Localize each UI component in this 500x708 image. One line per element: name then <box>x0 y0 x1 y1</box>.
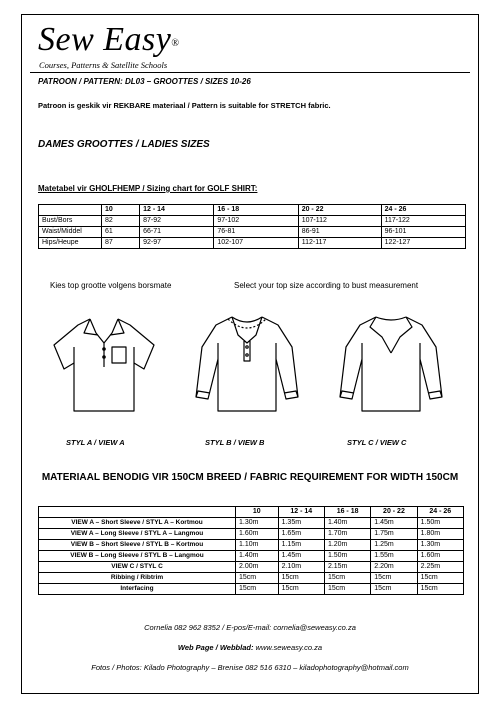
material-title: MATERIAAL BENODIG VIR 150CM BREED / FABRIC REQUIREMENT FOR WIDTH 150CM <box>41 472 459 483</box>
contact-line: Cornelia 082 962 8352 / E-pos/E-mail: cornelia@seweasy.co.za <box>144 623 356 632</box>
brand-tagline: Courses, Patterns & Satellite Schools <box>39 60 168 70</box>
header-divider <box>30 72 470 73</box>
table-row: Bust/Bors 82 87-92 97-102 107-112 117-122 <box>39 216 466 227</box>
sizing-chart-label: Matetabel vir GHOLFHEMP / Sizing chart for GOLF SHIRT: <box>38 184 258 193</box>
web-line <box>22 643 478 652</box>
table-row: VIEW C / STYL C 2.00m 2.10m 2.15m 2.20m 2.25m <box>39 562 464 573</box>
pattern-sheet <box>21 14 479 694</box>
brand-logo: Sew Easy® <box>38 21 180 58</box>
table-row: Ribbing / Ribtrim 15cm 15cm 15cm 15cm 15cm <box>39 573 464 584</box>
web-link[interactable]: www.seweasy.co.za <box>253 643 323 652</box>
select-note-english: Select your top size according to bust measurement <box>234 281 419 290</box>
view-a-label: STYL A / VIEW A <box>66 438 125 447</box>
photos-line: Fotos / Photos: Kilado Photography – Brenise 082 516 6310 – kiladophotography@hotmail.com <box>91 663 409 672</box>
ladies-sizes-title: DAMES GROOTTES / LADIES SIZES <box>38 139 210 150</box>
table-row: Hips/Heupe 87 92-97 102-107 112-117 122-127 <box>39 238 466 249</box>
select-note-afrikaans: Kies top grootte volgens borsmate <box>50 281 172 290</box>
view-c-label: STYL C / VIEW C <box>347 438 407 447</box>
view-b-label: STYL B / VIEW B <box>205 438 265 447</box>
pattern-line: PATROON / PATTERN: DL03 – GROOTTES / SIZES 10-26 <box>38 77 251 86</box>
stretch-note: Patroon is geskik vir REKBARE materiaal / Pattern is suitable for STRETCH fabric. <box>38 101 331 110</box>
table-header-row: 10 12 - 14 16 - 18 20 - 22 24 - 26 <box>39 507 464 518</box>
table-row: Interfacing 15cm 15cm 15cm 15cm 15cm <box>39 584 464 595</box>
table-row: VIEW A – Short Sleeve / STYL A – Kortmou 1.30m 1.35m 1.40m 1.45m 1.50m <box>39 518 464 529</box>
size-table <box>38 204 466 249</box>
open-collar-shirt-icon <box>336 307 446 417</box>
fabric-table <box>38 506 464 595</box>
table-row: VIEW B – Long Sleeve / STYL B – Langmou 1.40m 1.45m 1.50m 1.55m 1.60m <box>39 551 464 562</box>
web-label: Web Page / Webblad: <box>177 643 254 652</box>
table-row: VIEW A – Long Sleeve / STYL A – Langmou 1.60m 1.65m 1.70m 1.75m 1.80m <box>39 529 464 540</box>
long-sleeve-golf-shirt-icon <box>192 307 302 417</box>
short-sleeve-golf-shirt-icon <box>48 307 158 417</box>
table-row: Waist/Middel 61 66-71 76-81 86-91 96-101 <box>39 227 466 238</box>
table-header-row: 10 12 - 14 16 - 18 20 - 22 24 - 26 <box>39 205 466 216</box>
table-row: VIEW B – Short Sleeve / STYL B – Kortmou 1.10m 1.15m 1.20m 1.25m 1.30m <box>39 540 464 551</box>
